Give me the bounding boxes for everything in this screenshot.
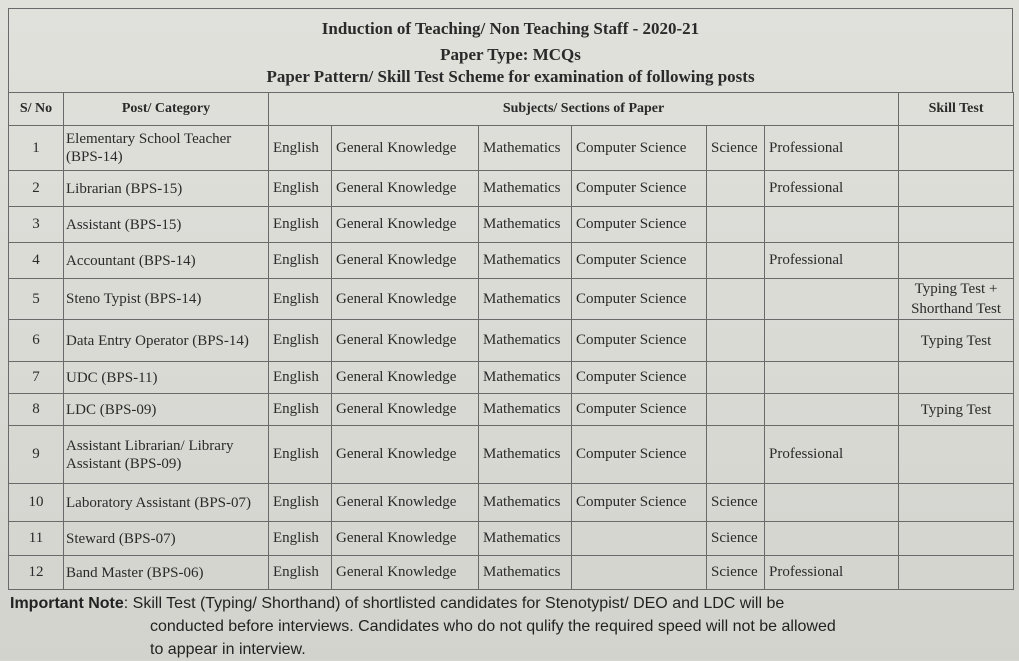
cell-skill-test: [899, 522, 1014, 556]
cell-mathematics: Mathematics: [479, 522, 572, 556]
table-row: [9, 556, 1014, 590]
cell-post: Steward (BPS-07): [64, 522, 269, 556]
cell-skill-test: [899, 556, 1014, 590]
cell-sno: 4: [9, 243, 64, 279]
cell-sno: 6: [9, 320, 64, 362]
table-row: [9, 126, 1014, 171]
cell-general-knowledge: General Knowledge: [332, 484, 479, 522]
cell-english: English: [269, 171, 332, 207]
cell-mathematics: Mathematics: [479, 320, 572, 362]
cell-computer-science: Computer Science: [572, 484, 707, 522]
cell-mathematics: Mathematics: [479, 126, 572, 171]
cell-professional: [765, 362, 899, 394]
cell-computer-science: Computer Science: [572, 426, 707, 484]
table-row: [9, 320, 1014, 362]
cell-general-knowledge: General Knowledge: [332, 394, 479, 426]
cell-general-knowledge: General Knowledge: [332, 426, 479, 484]
cell-english: English: [269, 243, 332, 279]
cell-science: Science: [707, 126, 765, 171]
cell-computer-science: Computer Science: [572, 171, 707, 207]
cell-mathematics: Mathematics: [479, 243, 572, 279]
paper-pattern: Paper Pattern/ Skill Test Scheme for examination of following posts: [266, 67, 755, 86]
cell-general-knowledge: General Knowledge: [332, 126, 479, 171]
table-row: [9, 171, 1014, 207]
cell-skill-test: [899, 126, 1014, 171]
cell-professional: Professional: [765, 243, 899, 279]
note-line-3: to appear in interview.: [150, 641, 306, 658]
note-line-1: : Skill Test (Typing/ Shorthand) of shortlisted candidates for Stenotypist/ DEO and LDC will be: [123, 595, 785, 612]
document-title: Induction of Teaching/ Non Teaching Staff - 2020-21: [321, 19, 700, 38]
table-row: [9, 394, 1014, 426]
cell-professional: [765, 320, 899, 362]
posts-table: [8, 92, 1014, 590]
table-row: [9, 207, 1014, 243]
cell-professional: Professional: [765, 126, 899, 171]
cell-english: English: [269, 126, 332, 171]
cell-skill-test: Typing Test + Shorthand Test: [899, 279, 1014, 320]
cell-professional: [765, 207, 899, 243]
cell-english: English: [269, 484, 332, 522]
cell-professional: Professional: [765, 171, 899, 207]
cell-science: Science: [707, 484, 765, 522]
cell-general-knowledge: General Knowledge: [332, 556, 479, 590]
cell-post: LDC (BPS-09): [64, 394, 269, 426]
cell-post: Assistant Librarian/ Library Assistant (BPS-09): [64, 426, 269, 484]
cell-sno: 1: [9, 126, 64, 171]
cell-post: Laboratory Assistant (BPS-07): [64, 484, 269, 522]
cell-sno: 12: [9, 556, 64, 590]
cell-english: English: [269, 320, 332, 362]
cell-english: English: [269, 522, 332, 556]
cell-mathematics: Mathematics: [479, 171, 572, 207]
cell-mathematics: Mathematics: [479, 394, 572, 426]
cell-sno: 11: [9, 522, 64, 556]
cell-english: English: [269, 362, 332, 394]
document-header: [8, 8, 1013, 93]
cell-mathematics: Mathematics: [479, 426, 572, 484]
cell-skill-test: Typing Test: [899, 320, 1014, 362]
cell-general-knowledge: General Knowledge: [332, 320, 479, 362]
cell-general-knowledge: General Knowledge: [332, 171, 479, 207]
cell-professional: Professional: [765, 556, 899, 590]
cell-professional: [765, 522, 899, 556]
cell-computer-science: [572, 556, 707, 590]
cell-post: Accountant (BPS-14): [64, 243, 269, 279]
header-subjects: Subjects/ Sections of Paper: [269, 93, 899, 126]
cell-skill-test: [899, 426, 1014, 484]
cell-science: [707, 243, 765, 279]
cell-science: [707, 362, 765, 394]
cell-post: UDC (BPS-11): [64, 362, 269, 394]
cell-post: Elementary School Teacher (BPS-14): [64, 126, 269, 171]
cell-science: [707, 279, 765, 320]
cell-science: Science: [707, 522, 765, 556]
cell-mathematics: Mathematics: [479, 279, 572, 320]
cell-science: [707, 171, 765, 207]
cell-general-knowledge: General Knowledge: [332, 362, 479, 394]
cell-sno: 2: [9, 171, 64, 207]
cell-post: Assistant (BPS-15): [64, 207, 269, 243]
cell-skill-test: [899, 207, 1014, 243]
cell-computer-science: Computer Science: [572, 279, 707, 320]
cell-computer-science: Computer Science: [572, 207, 707, 243]
note-line-2: conducted before interviews. Candidates who do not qulify the required speed will not be allowed: [150, 618, 836, 635]
cell-science: [707, 426, 765, 484]
table-header-row: [9, 93, 1014, 126]
cell-general-knowledge: General Knowledge: [332, 522, 479, 556]
cell-mathematics: Mathematics: [479, 556, 572, 590]
cell-professional: [765, 279, 899, 320]
cell-post: Band Master (BPS-06): [64, 556, 269, 590]
cell-post: Librarian (BPS-15): [64, 171, 269, 207]
paper-type: Paper Type: MCQs: [440, 45, 581, 64]
cell-science: Science: [707, 556, 765, 590]
table-row: [9, 484, 1014, 522]
cell-computer-science: [572, 522, 707, 556]
cell-computer-science: Computer Science: [572, 243, 707, 279]
cell-english: English: [269, 279, 332, 320]
cell-sno: 10: [9, 484, 64, 522]
cell-general-knowledge: General Knowledge: [332, 243, 479, 279]
cell-professional: [765, 394, 899, 426]
cell-sno: 9: [9, 426, 64, 484]
header-post: Post/ Category: [64, 93, 269, 126]
cell-post: Data Entry Operator (BPS-14): [64, 320, 269, 362]
table-row: [9, 522, 1014, 556]
cell-computer-science: Computer Science: [572, 394, 707, 426]
cell-english: English: [269, 394, 332, 426]
cell-sno: 7: [9, 362, 64, 394]
cell-computer-science: Computer Science: [572, 320, 707, 362]
table-row: [9, 426, 1014, 484]
cell-english: English: [269, 426, 332, 484]
cell-english: English: [269, 207, 332, 243]
cell-english: English: [269, 556, 332, 590]
cell-sno: 8: [9, 394, 64, 426]
cell-sno: 3: [9, 207, 64, 243]
cell-science: [707, 320, 765, 362]
cell-skill-test: [899, 362, 1014, 394]
cell-computer-science: Computer Science: [572, 126, 707, 171]
cell-general-knowledge: General Knowledge: [332, 279, 479, 320]
table-row: [9, 362, 1014, 394]
important-note: [10, 592, 1010, 661]
table-row: [9, 279, 1014, 320]
header-sno: S/ No: [9, 93, 64, 126]
cell-mathematics: Mathematics: [479, 484, 572, 522]
header-skill-test: Skill Test: [899, 93, 1014, 126]
cell-professional: [765, 484, 899, 522]
cell-science: [707, 394, 765, 426]
table-body: [9, 126, 1014, 590]
cell-professional: Professional: [765, 426, 899, 484]
cell-sno: 5: [9, 279, 64, 320]
note-label: Important Note: [10, 595, 124, 612]
cell-skill-test: [899, 484, 1014, 522]
cell-mathematics: Mathematics: [479, 362, 572, 394]
cell-skill-test: [899, 243, 1014, 279]
cell-post: Steno Typist (BPS-14): [64, 279, 269, 320]
cell-general-knowledge: General Knowledge: [332, 207, 479, 243]
cell-skill-test: Typing Test: [899, 394, 1014, 426]
table-row: [9, 243, 1014, 279]
cell-mathematics: Mathematics: [479, 207, 572, 243]
cell-skill-test: [899, 171, 1014, 207]
cell-computer-science: Computer Science: [572, 362, 707, 394]
cell-science: [707, 207, 765, 243]
